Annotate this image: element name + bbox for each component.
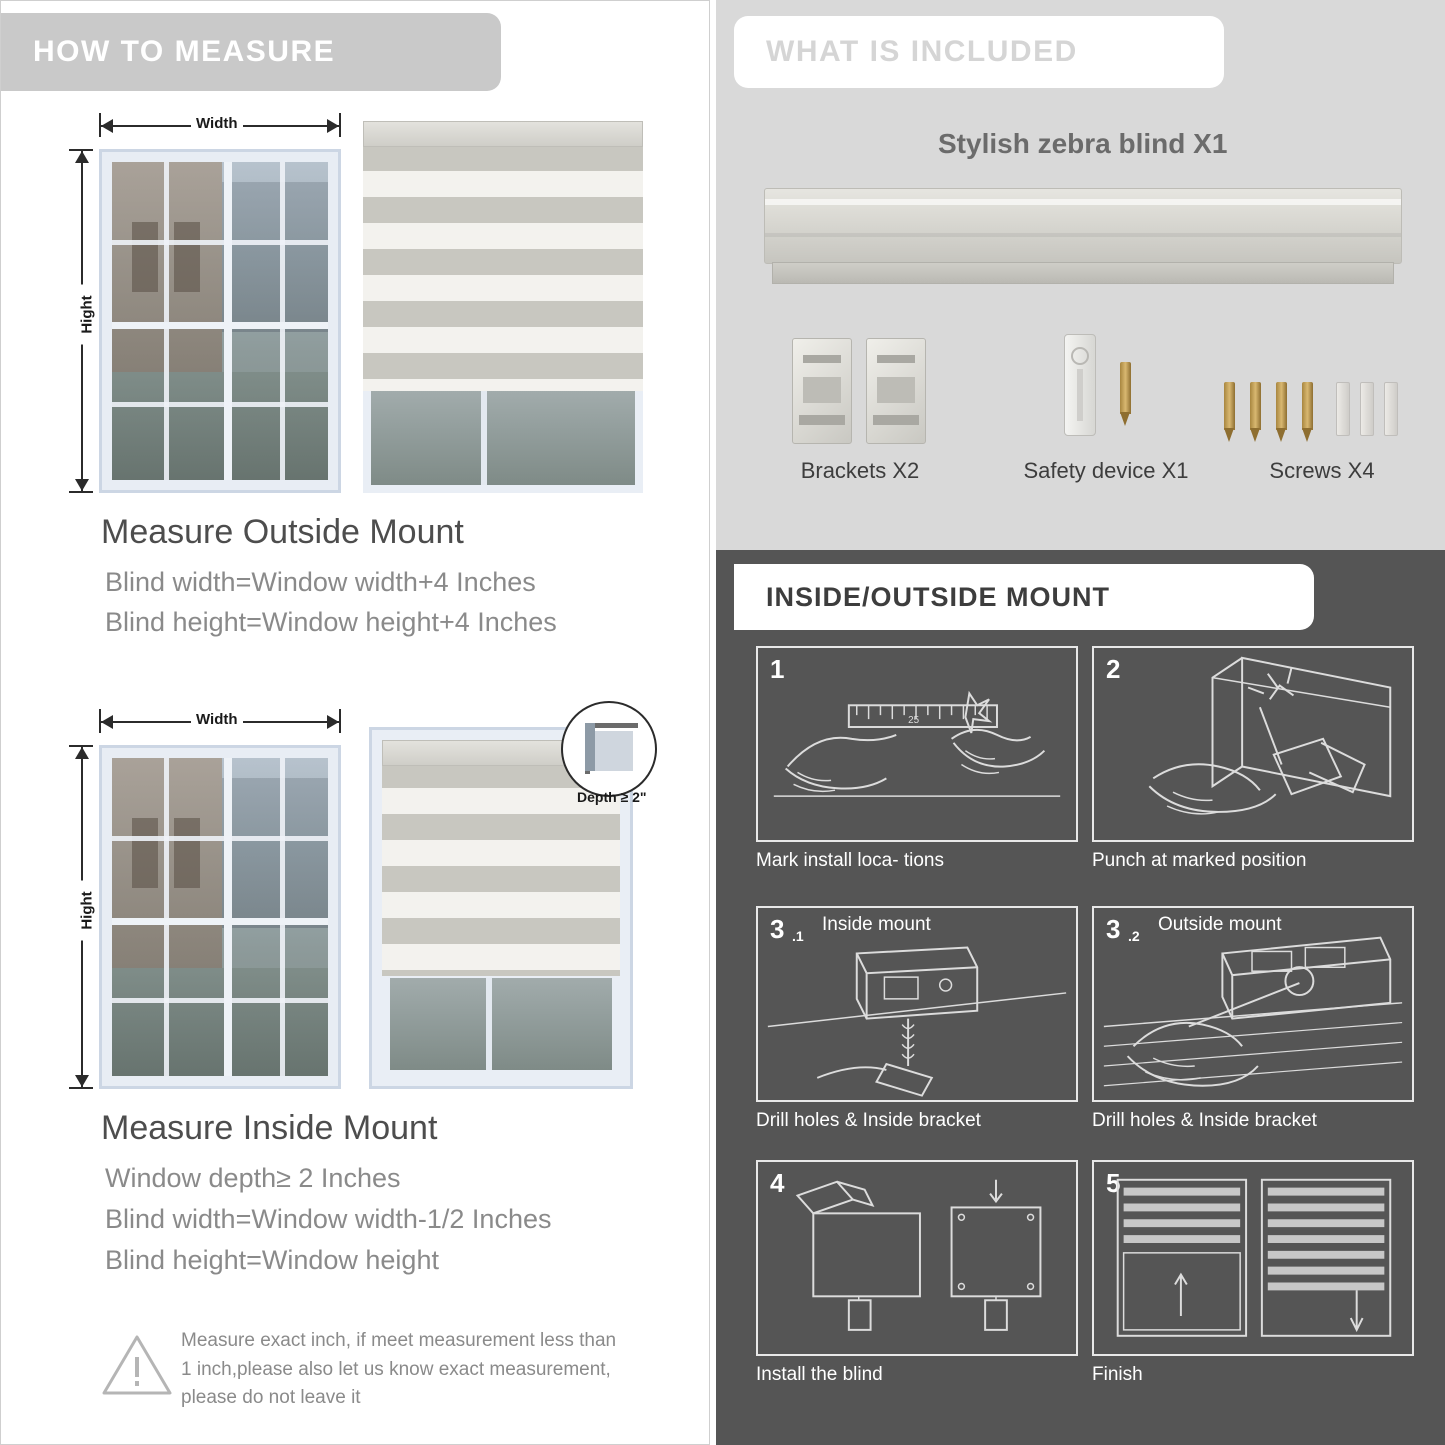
inside-height-label: Hight bbox=[79, 881, 96, 941]
anchor-2-icon bbox=[1360, 382, 1374, 436]
inside-mount-line-2: Blind width=Window width-1/2 Inches bbox=[105, 1204, 552, 1234]
screw-1-icon bbox=[1224, 382, 1235, 430]
step-5-sketch bbox=[1094, 1162, 1412, 1356]
outside-blind-fabric bbox=[363, 145, 643, 391]
step-1-number: 1 bbox=[770, 654, 785, 684]
screw-3-icon bbox=[1276, 382, 1287, 430]
outside-height-arrow-top bbox=[75, 151, 89, 163]
screw-2-tip bbox=[1250, 428, 1260, 442]
step-3-1-number: 3 bbox=[770, 914, 785, 944]
outside-width-arrow-right bbox=[327, 119, 339, 133]
how-to-measure-panel bbox=[0, 0, 710, 1445]
safety-screw-tip bbox=[1120, 412, 1130, 426]
anchor-1-icon bbox=[1336, 382, 1350, 436]
inside-mount-line-1: Window depth≥ 2 Inches bbox=[105, 1163, 401, 1193]
inside-window-glass bbox=[112, 758, 328, 1076]
anchor-3-icon bbox=[1384, 382, 1398, 436]
outside-blind-illustration bbox=[363, 121, 643, 493]
inside-height-tick-bottom bbox=[69, 1087, 93, 1089]
step-4-sketch bbox=[758, 1162, 1076, 1356]
step-4-caption: Install the blind bbox=[756, 1364, 883, 1385]
inside-outside-mount-panel bbox=[716, 550, 1445, 1445]
inside-height-arrow-top bbox=[75, 747, 89, 759]
step-5-box bbox=[1092, 1160, 1414, 1356]
step-4-number: 4 bbox=[770, 1168, 785, 1198]
screw-2-icon bbox=[1250, 382, 1261, 430]
inside-width-label: Width bbox=[191, 711, 243, 728]
outside-window-glass bbox=[112, 162, 328, 480]
depth-label: Depth ≥ 2" bbox=[577, 789, 647, 805]
bracket-1-icon bbox=[792, 338, 852, 444]
what-is-included-panel bbox=[716, 0, 1445, 550]
svg-text:25: 25 bbox=[908, 715, 920, 727]
step-3-2-caption: Drill holes & Inside bracket bbox=[1092, 1110, 1317, 1131]
outside-height-arrow-bottom bbox=[75, 479, 89, 491]
inside-mount-title: Measure Inside Mount bbox=[101, 1109, 438, 1147]
measure-note: Measure exact inch, if meet measurement less than 1 inch,please also let us know exact measurement, please do not leave it bbox=[181, 1330, 617, 1408]
inside-blind-lower-window bbox=[382, 970, 620, 1078]
headrail-bottom-lip bbox=[772, 262, 1394, 284]
step-3-2-inline-label: Outside mount bbox=[1158, 914, 1282, 935]
screw-4-tip bbox=[1302, 428, 1312, 442]
bracket-2-icon bbox=[866, 338, 926, 444]
step-3-2-subnumber: .2 bbox=[1128, 928, 1140, 944]
step-5-number: 5 bbox=[1106, 1168, 1121, 1198]
headrail-graphic bbox=[764, 188, 1402, 264]
inside-window-frame bbox=[99, 745, 341, 1089]
screw-1-tip bbox=[1224, 428, 1234, 442]
outside-width-arrow-left bbox=[101, 119, 113, 133]
main-item-label: Stylish zebra blind X1 bbox=[938, 128, 1228, 159]
outside-height-tick-bottom bbox=[69, 491, 93, 493]
depth-callout-circle bbox=[561, 701, 657, 797]
step-4-box bbox=[756, 1160, 1078, 1356]
how-to-measure-header: HOW TO MEASURE bbox=[1, 13, 501, 91]
outside-height-label: Hight bbox=[79, 285, 96, 345]
brackets-label: Brackets X2 bbox=[800, 458, 920, 483]
step-3-2-box bbox=[1092, 906, 1414, 1102]
step-3-1-inline-label: Inside mount bbox=[822, 914, 931, 935]
outside-mount-line-2: Blind height=Window height+4 Inches bbox=[105, 607, 557, 637]
step-2-number: 2 bbox=[1106, 654, 1121, 684]
safety-device-icon bbox=[1064, 334, 1096, 436]
step-3-2-number: 3 bbox=[1106, 914, 1121, 944]
outside-blind-lower-window bbox=[363, 383, 643, 493]
warning-triangle-icon bbox=[101, 1331, 173, 1397]
inside-width-arrow-left bbox=[101, 715, 113, 729]
step-1-box bbox=[756, 646, 1078, 842]
step-3-1-sketch bbox=[758, 908, 1076, 1102]
screws-label: Screws X4 bbox=[1269, 458, 1375, 483]
step-3-1-caption: Drill holes & Inside bracket bbox=[756, 1110, 981, 1131]
outside-mount-line-1: Blind width=Window width+4 Inches bbox=[105, 567, 536, 597]
outside-width-tick-right bbox=[339, 113, 341, 137]
step-3-1-box bbox=[756, 906, 1078, 1102]
step-5-caption: Finish bbox=[1092, 1364, 1143, 1385]
step-2-box bbox=[1092, 646, 1414, 842]
inside-width-tick-right bbox=[339, 709, 341, 733]
inside-width-arrow-right bbox=[327, 715, 339, 729]
step-3-2-sketch bbox=[1094, 908, 1412, 1102]
inside-height-arrow-bottom bbox=[75, 1075, 89, 1087]
step-3-1-subnumber: .1 bbox=[792, 928, 804, 944]
screw-4-icon bbox=[1302, 382, 1313, 430]
what-is-included-header: WHAT IS INCLUDED bbox=[734, 16, 1224, 88]
outside-blind-headrail bbox=[363, 121, 643, 147]
inside-outside-mount-header: INSIDE/OUTSIDE MOUNT bbox=[734, 564, 1314, 630]
safety-device-label: Safety device X1 bbox=[1023, 458, 1189, 483]
step-2-sketch bbox=[1094, 648, 1412, 842]
outside-width-label: Width bbox=[191, 115, 243, 132]
step-1-sketch bbox=[758, 648, 1076, 842]
screw-3-tip bbox=[1276, 428, 1286, 442]
inside-mount-line-3: Blind height=Window height bbox=[105, 1245, 439, 1275]
step-1-caption: Mark install loca- tions bbox=[756, 850, 944, 871]
step-2-caption: Punch at marked position bbox=[1092, 850, 1307, 871]
safety-screw-icon bbox=[1120, 362, 1131, 414]
outside-mount-title: Measure Outside Mount bbox=[101, 513, 464, 551]
outside-window-frame bbox=[99, 149, 341, 493]
